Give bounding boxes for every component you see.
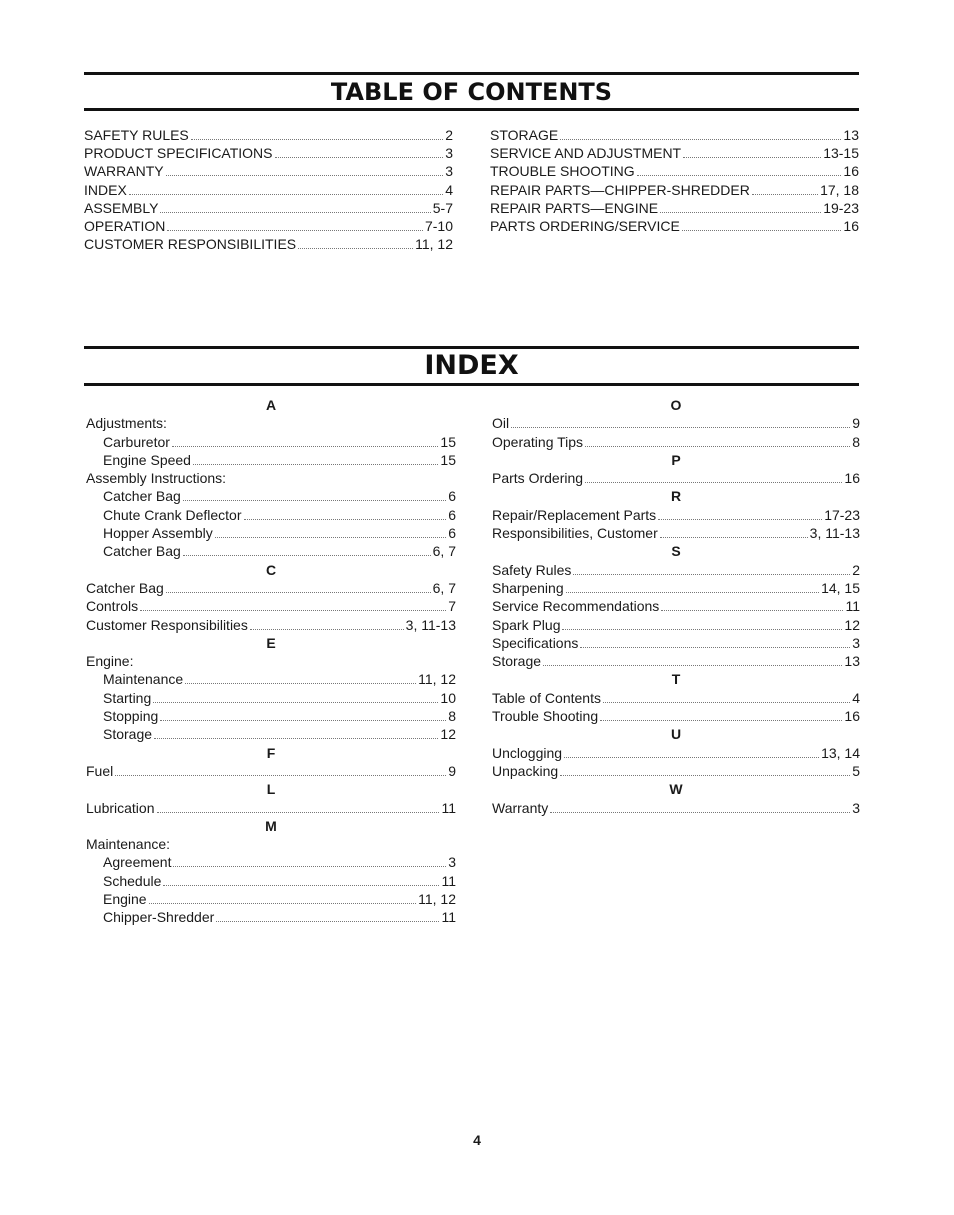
index-letter-o: O [670,397,682,413]
index-entry-heading: Engine: [86,653,134,670]
toc-item: TROUBLE SHOOTING 16 [490,163,859,180]
index-entry: Sharpening 14, 15 [492,579,860,596]
index-letter-s: S [671,543,681,560]
index-entry: Oil 9 [492,415,860,432]
index-entry: Fuel 9 [86,762,456,779]
index-entry-heading: Assembly Instructions: [86,470,227,487]
index-entry: Table of Contents 4 [492,689,860,706]
toc-item: REPAIR PARTS—CHIPPER-SHREDDER 17, 18 [490,181,859,198]
index-entry: Maintenance 11, 12 [103,671,456,688]
index-letter-c: C [265,561,277,578]
toc-item: CUSTOMER RESPONSIBILITIES 11, 12 [84,236,453,253]
index-top-rule [84,346,859,349]
index-entry: Carburetor 15 [103,433,456,450]
index-letter-p: P [671,451,681,468]
index-letter-l: L [266,781,276,798]
index-entry: Spark Plug 12 [492,616,860,633]
toc-item: PARTS ORDERING/SERVICE 16 [490,218,859,235]
toc-item: WARRANTY 3 [84,163,453,180]
index-entry: Unpacking 5 [492,762,860,779]
toc-item: SERVICE AND ADJUSTMENT 13-15 [490,145,859,162]
index-entry: Stopping 8 [103,708,456,725]
toc-item: STORAGE 13 [490,127,859,143]
index-entry: Catcher Bag 6, 7 [103,543,456,560]
index-entry: Storage 13 [492,653,860,670]
index-entry: Repair/Replacement Parts 17-23 [492,506,860,523]
index-letter-r: R [670,488,682,505]
index-letter-w: W [669,781,683,798]
index-entry: Chute Crank Deflector 6 [103,506,456,523]
index-entry: Parts Ordering 16 [492,470,860,487]
index-entry-heading: Maintenance: [86,836,171,853]
index-letter-m: M [265,817,277,834]
index-entry: Lubrication 11 [86,799,456,816]
index-entry: Safety Rules 2 [492,561,860,578]
index-entry: Starting 10 [103,689,456,706]
index-entry: Schedule 11 [103,872,456,889]
index-entry: Operating Tips 8 [492,433,860,450]
index-entry: Catcher Bag 6 [103,488,456,505]
index-entry: Storage 12 [103,726,456,743]
toc-item: SAFETY RULES 2 [84,127,453,143]
index-entry: Service Recommendations 11 [492,598,860,615]
index-entry: Agreement 3 [103,854,456,871]
index-right-column [492,396,860,817]
index-entry: Hopper Assembly 6 [103,525,456,542]
index-letter-f: F [266,744,276,761]
index-entry: Engine Speed 15 [103,451,456,468]
index-letter-u: U [670,726,682,743]
index-entry: Catcher Bag 6, 7 [86,579,456,596]
index-letter-a: A [265,397,277,413]
index-entry: Engine 11, 12 [103,891,456,908]
index-entry: Specifications 3 [492,634,860,651]
toc-item: INDEX 4 [84,181,453,198]
index-entry: Unclogging 13, 14 [492,744,860,761]
index-letter-t: T [671,671,681,688]
toc-top-rule [84,72,859,75]
toc-left-column [84,126,453,253]
index-letter-e: E [266,634,276,651]
toc-bottom-rule [84,108,859,111]
toc-title: TABLE OF CONTENTS [330,78,613,106]
toc-right-column [490,126,859,235]
index-bottom-rule [84,383,859,386]
toc-item: ASSEMBLY 5-7 [84,199,453,216]
index-entry: Warranty 3 [492,799,860,816]
toc-item: OPERATION 7-10 [84,218,453,235]
page-number: 4 [473,1132,481,1148]
toc-item: PRODUCT SPECIFICATIONS 3 [84,145,453,162]
index-entry: Controls 7 [86,598,456,615]
index-entry: Customer Responsibilities 3, 11-13 [86,616,456,633]
index-title: INDEX [424,350,519,381]
index-left-column [86,396,456,927]
index-entry: Responsibilities, Customer 3, 11-13 [492,525,860,542]
index-entry: Chipper-Shredder 11 [103,909,456,926]
index-entry-heading: Adjustments: [86,415,167,432]
index-entry: Trouble Shooting 16 [492,708,860,725]
toc-item: REPAIR PARTS—ENGINE 19-23 [490,199,859,216]
